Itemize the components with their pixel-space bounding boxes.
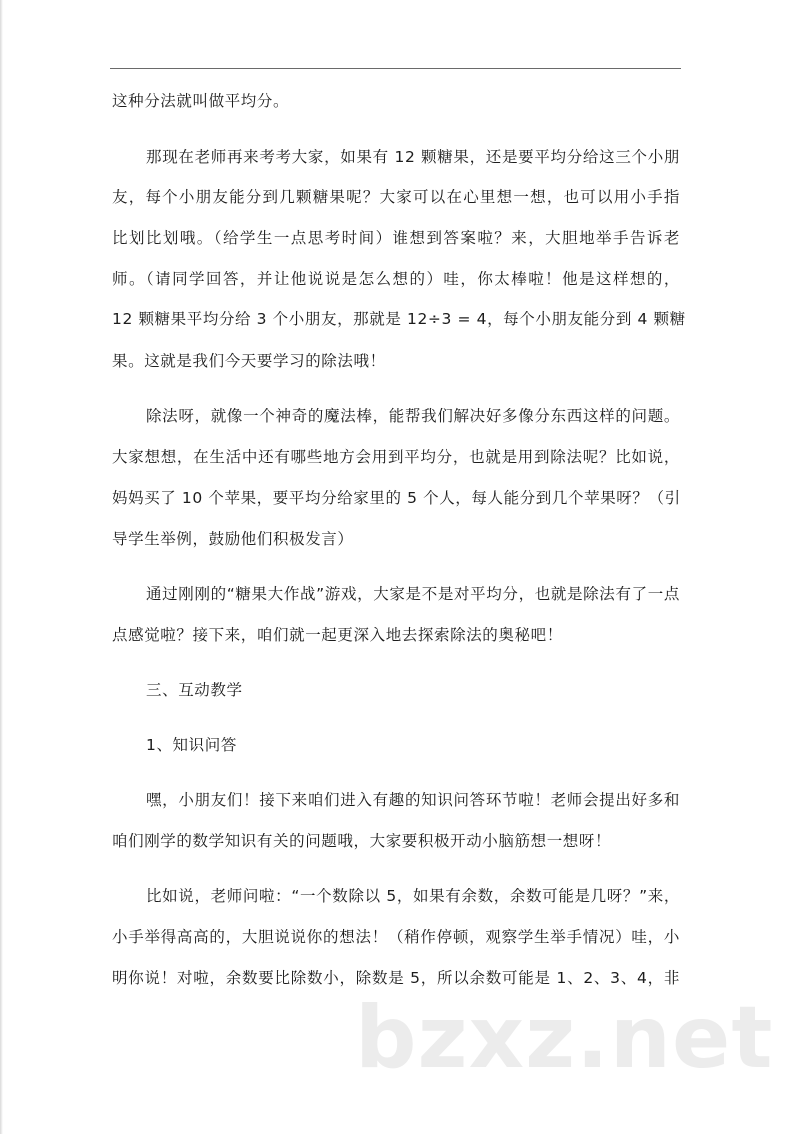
text-line: 比如说，老师问啦：“一个数除以 5，如果有余数，余数可能是几呀？”来， [146,887,680,905]
text-line: 咱们刚学的数学知识有关的问题哦，大家要积极开动小脑筋想一想呀！ [112,832,612,850]
section-heading: 三、互动教学 [146,681,243,699]
text-line: 点感觉啦？接下来，咱们就一起更深入地去探索除法的奥秘吧！ [112,626,563,644]
watermark: bzxz.net [355,988,774,1088]
text-line: 比划比划哦。（给学生一点思考时间）谁想到答案啦？来，大胆地举手告诉老 [112,229,680,247]
text-line: 师。（请同学回答，并让他说说是怎么想的）哇，你太棒啦！他是这样想的， [112,270,680,288]
text-line: 小手举得高高的，大胆说说你的想法！（稍作停顿，观察学生举手情况）哇，小 [112,928,680,946]
text-line: 通过刚刚的“糖果大作战”游戏，大家是不是对平均分，也就是除法有了一点 [146,585,680,603]
text-line: 那现在老师再来考考大家，如果有 12 颗糖果，还是要平均分给这三个小朋 [146,148,680,166]
text-line: 妈妈买了 10 个苹果，要平均分给家里的 5 个人，每人能分到几个苹果呀？（引 [112,489,681,507]
text-line: 导学生举例，鼓励他们积极发言） [112,530,354,548]
text-line: 果。这就是我们今天要学习的除法哦！ [112,352,386,370]
text-line: 明你说！对啦，余数要比除数小，除数是 5，所以余数可能是 1、2、3、4，非 [112,969,680,987]
subsection-heading: 1、知识问答 [146,736,237,754]
text-line: 嘿，小朋友们！接下来咱们进入有趣的知识问答环节啦！老师会提出好多和 [146,791,680,809]
header-rule [110,68,681,69]
text-line: 大家想想，在生活中还有哪些地方会用到平均分，也就是用到除法呢？比如说， [112,448,680,466]
text-line: 除法呀，就像一个神奇的魔法棒，能帮我们解决好多像分东西这样的问题。 [146,407,680,425]
text-line: 12 颗糖果平均分给 3 个小朋友，那就是 12÷3 = 4，每个小朋友能分到 4 颗糖 [112,310,686,328]
text-line: 这种分法就叫做平均分。 [112,92,290,110]
page-edge-shadow [0,0,3,1134]
text-line: 友，每个小朋友能分到几颗糖果呢？大家可以在心里想一想，也可以用小手指 [112,188,680,206]
